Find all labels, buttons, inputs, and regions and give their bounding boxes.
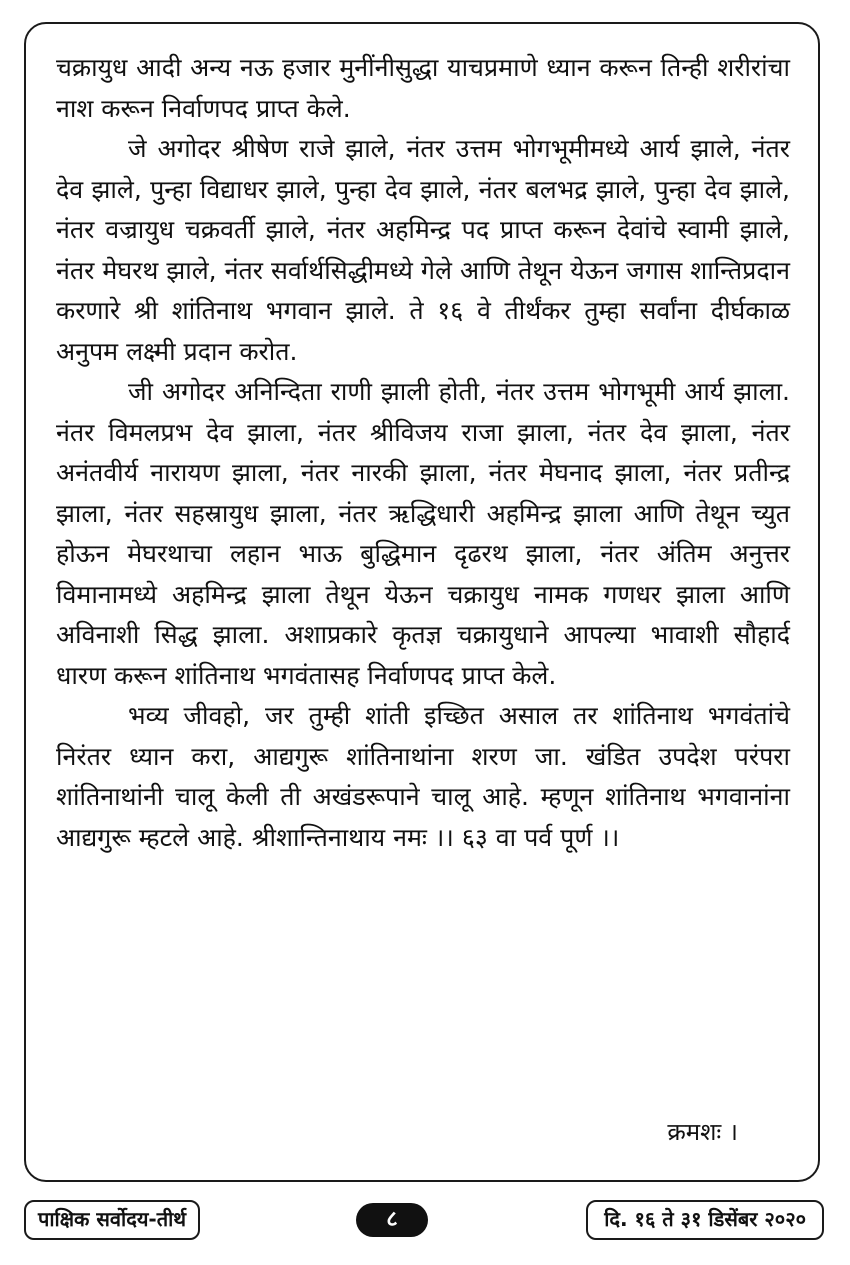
publication-name-box: पाक्षिक सर्वोदय-तीर्थ: [24, 1200, 200, 1240]
article-paragraph-3: जी अगोदर अनिन्दिता राणी झाली होती, नंतर उत्तम भोगभूमी आर्य झाला. नंतर विमलप्रभ देव झाला, नंतर श्रीविजय राजा झाला, नंतर देव झाला, नंतर अनंतवीर्य नारायण झाला, नंतर नारकी झाला, नंतर मेघनाद झाला, नंतर प्रतीन्द्र झाला, नंतर सहस्रायुध झाला, नंतर ऋद्धिधारी अहमिन्द्र झाला आणि तेथून च्युत होऊन मेघरथाचा लहान भाऊ बुद्धिमान दृढरथ झाला, नंतर अंतिम अनुत्तर विमानामध्ये अहमिन्द्र झाला तेथून येऊन चक्रायुध नामक गणधर झाला आणि अविनाशी सिद्ध झाला. अशाप्रकारे कृतज्ञ चक्रायुधाने आपल्या भावाशी सौहार्द धारण करून शांतिनाथ भगवंतासह निर्वाणपद प्राप्त केले.: [56, 377, 790, 690]
continued-marker: क्रमशः ।: [667, 1118, 738, 1146]
article-paragraph-1: चक्रायुध आदी अन्य नऊ हजार मुनींनीसुद्धा याचप्रमाणे ध्यान करून तिन्ही शरीरांचा नाश करून निर्वाणपद प्राप्त केले.: [56, 53, 790, 123]
article-paragraph-4: भव्य जीवहो, जर तुम्ही शांती इच्छित असाल तर शांतिनाथ भगवंतांचे निरंतर ध्यान करा, आद्यगुरू शांतिनाथांना शरण जा. खंडित उपदेश परंपरा शांतिनाथांनी चालू केली ती अखंडरूपाने चालू आहे. म्हणून शांतिनाथ भगवानांना आद्यगुरू म्हटले आहे. श्रीशान्तिनाथाय नमः ।। ६३ वा पर्व पूर्ण ।।: [56, 701, 790, 852]
page-number-badge: ८: [356, 1203, 428, 1237]
issue-date-box: दि. १६ ते ३१ डिसेंबर २०२०: [586, 1200, 824, 1240]
article-paragraph-2: जे अगोदर श्रीषेण राजे झाले, नंतर उत्तम भोगभूमीमध्ये आर्य झाले, नंतर देव झाले, पुन्हा विद्याधर झाले, पुन्हा देव झाले, नंतर बलभद्र झाले, पुन्हा देव झाले, नंतर वज्रायुध चक्रवर्ती झाले, नंतर अहमिन्द्र पद प्राप्त करून देवांचे स्वामी झाले, नंतर मेघरथ झाले, नंतर सर्वार्थसिद्धीमध्ये गेले आणि तेथून येऊन जगास शान्तिप्रदान करणारे श्री शांतिनाथ भगवान झाले. ते १६ वे तीर्थंकर तुम्हा सर्वांना दीर्घकाळ अनुपम लक्ष्मी प्रदान करोत.: [56, 134, 790, 366]
article-body: [56, 48, 790, 858]
